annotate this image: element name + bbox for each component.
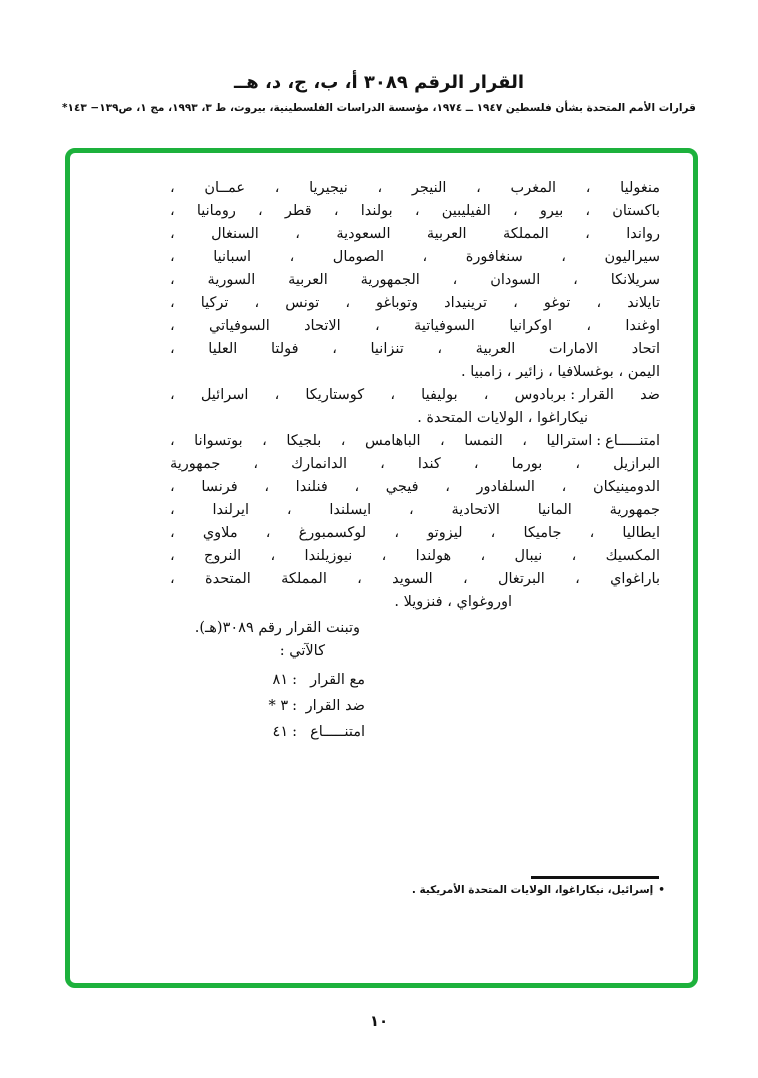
colon-separator: :	[570, 387, 576, 403]
favor-list-line: سريلانكا ، السودان ، الجمهورية العربية السورية ،	[170, 272, 660, 288]
against-list-line: نيكاراغوا ، الولايات المتحدة .	[417, 410, 588, 426]
favor-list-line: رواندا ، المملكة العربية السعودية ، السنغال ،	[170, 226, 660, 242]
tally-row-favor	[170, 667, 365, 693]
colon-separator: :	[292, 724, 297, 740]
colon-separator: :	[596, 433, 602, 449]
tally-row-abstain	[170, 719, 365, 745]
adoption-statement: كالآتي :	[279, 643, 325, 659]
footnote	[412, 876, 665, 896]
tally-value: ٤١	[272, 724, 289, 740]
against-list-text: بربادوس ، بوليفيا ، كوستاريكا ، اسرائيل ،	[170, 387, 567, 403]
source-citation: قرارات الأمم المتحدة بشأن فلسطين ١٩٤٧ ــ ١٩٧٤، مؤسسة الدراسات الفلسطينية، بيروت، ط ٣، ١٩٩٣، مج ١، ص١٣٩− ١٤٣*	[62, 102, 696, 114]
colon-separator: :	[292, 698, 297, 714]
against-label: ضد القرار	[579, 387, 660, 403]
abstain-list-text: استراليا ، النمسا ، الباهامس ، بلجيكا ، بوتسوانا ،	[170, 433, 593, 449]
content-frame	[65, 148, 698, 988]
colon-separator: :	[292, 672, 297, 688]
abstain-list-line: جمهورية المانيا الاتحادية ، ايسلندا ، ايرلندا ،	[170, 502, 660, 518]
against-section-first-line	[170, 384, 660, 407]
favor-list-line: سيراليون ، سنغافورة ، الصومال ، اسبانيا ،	[170, 249, 660, 265]
tally-row-against	[170, 693, 365, 719]
favor-list-line: منغوليا ، المغرب ، النيجر ، نيجيريا ، عمــان ،	[170, 180, 660, 196]
adoption-statement: وتبنت القرار رقم ٣٠٨٩(هـ).	[194, 620, 360, 636]
footnote-text	[412, 884, 665, 896]
abstain-list-line: المكسيك ، نيبال ، هولندا ، نيوزيلندا ، النروج ،	[170, 548, 660, 564]
abstain-list-line: باراغواي ، البرتغال ، السويد ، المملكة المتحدة ،	[170, 571, 660, 587]
resolution-text	[170, 177, 660, 745]
abstain-list-line: ايطاليا ، جاميكا ، ليزوتو ، لوكسمبورغ ، ملاوي ،	[170, 525, 660, 541]
abstain-list-line: البرازيل ، بورما ، كندا ، الدانمارك ، جمهورية	[170, 456, 660, 472]
tally-label: مع القرار	[310, 672, 365, 688]
favor-list-line: اوغندا ، اوكرانيا السوفياتية ، الاتحاد السوفياتي ،	[170, 318, 660, 334]
favor-list-line: اليمن ، بوغسلافيا ، زائير ، زامبيا .	[461, 364, 660, 380]
favor-list-line: اتحاد الامارات العربية ، تنزانيا ، فولتا العليا ،	[170, 341, 660, 357]
favor-list-line: باكستان ، بيرو ، الفيليبين ، بولندا ، قطر ، رومانيا ،	[170, 203, 660, 219]
document-title: القرار الرقم ٣٠٨٩ أ، ب، ج، د، هــ	[233, 72, 525, 93]
abstain-section-first-line	[170, 430, 660, 453]
abstain-list-line: الدومينيكان ، السلفادور ، فيجي ، فنلندا ، فرنسا ،	[170, 479, 660, 495]
footnote-marker: •	[658, 883, 665, 896]
abstain-list-line: اوروغواي ، فنزويلا .	[394, 594, 512, 610]
footnote-body: إسرائيل، نيكاراغوا، الولايات المتحدة الأمريكية .	[411, 883, 654, 896]
tally-label: امتنـــــاع	[310, 724, 365, 740]
favor-list-line: تايلاند ، توغو ، ترينيداد وتوباغو ، تونس ، تركيا ،	[170, 295, 660, 311]
abstain-label: امتنـــــاع	[605, 433, 660, 449]
page-number: ١٠	[369, 1012, 389, 1030]
tally-label: ضد القرار	[305, 698, 365, 714]
tally-value: ٨١	[272, 672, 289, 688]
footnote-divider	[531, 876, 659, 879]
tally-value: ٣ *	[268, 698, 289, 714]
